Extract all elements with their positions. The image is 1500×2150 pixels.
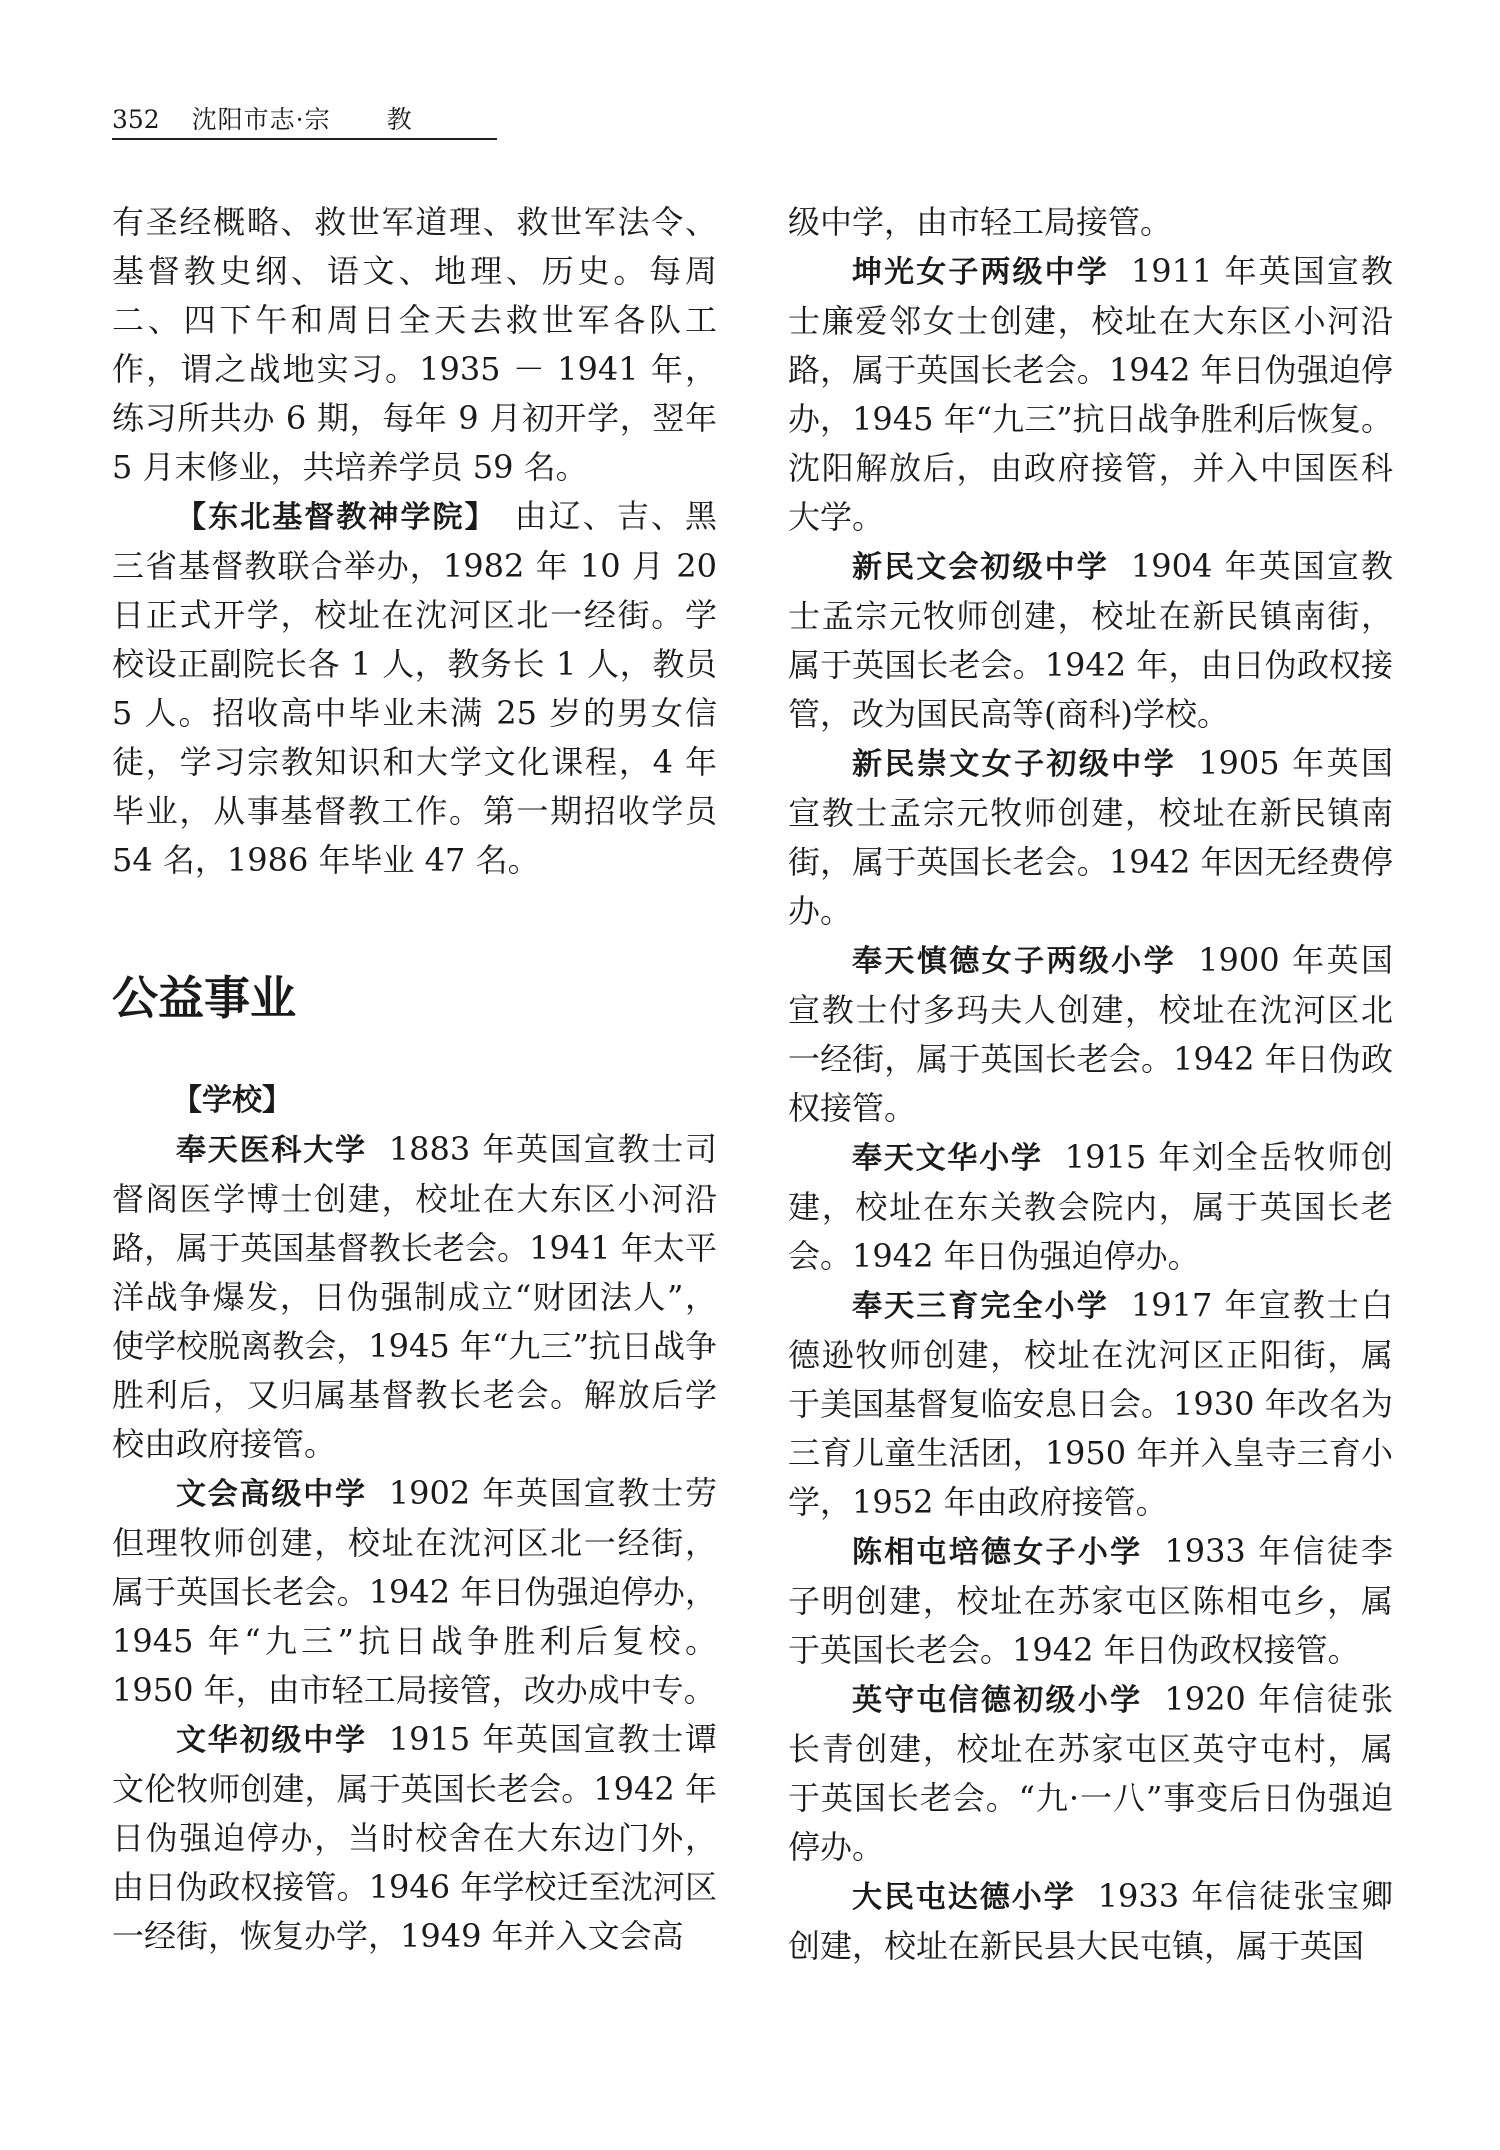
entry-heading: 文会高级中学 [176,1477,367,1512]
school-entry [788,739,1393,936]
entry-heading: 坤光女子两级中学 [852,255,1109,290]
school-entry [788,1281,1393,1527]
entry-heading: 奉天文华小学 [852,1141,1043,1176]
running-header [112,102,497,140]
entry-heading: 陈相屯培德女子小学 [852,1535,1143,1570]
school-entry [788,1527,1393,1675]
entry-text: 1900 年英国宣教士付多玛夫人创建，校址在沈河区北一经街，属于英国长老会。1942 年日伪政权接管。 [788,941,1393,1127]
entry-text: 由辽、吉、黑三省基督教联合举办，1982 年 10 月 20 日正式开学，校址在沈河区北一经街。学校设正副院长各 1 人，教务长 1 人，教员 5 人。招收高中毕业未满 25 岁的男女信徒，学习宗教知识和大学文化课程，4 年毕业，从事基督教工作。第一期招收学员 54 名，1986 年毕业 47 名。 [112,497,717,879]
school-entry [788,1133,1393,1281]
entry-heading: 奉天三育完全小学 [852,1289,1109,1324]
entry-heading: 大民屯达德小学 [852,1880,1076,1915]
school-entry [788,936,1393,1133]
left-column [112,198,717,1961]
entry-text: 1933 年信徒李子明创建，校址在苏家屯区陈相屯乡，属于英国长老会。1942 年日伪政权接管。 [788,1532,1393,1669]
entry-text: 1915 年刘全岳牧师创建，校址在东关教会院内，属于英国长老会。1942 年日伪强迫停办。 [788,1138,1393,1275]
right-column [788,198,1393,1971]
school-entry [112,1469,717,1715]
entry-heading: 英守屯信德初级小学 [852,1683,1143,1718]
book-title: 沈阳市志·宗 [191,105,331,134]
entry-heading: 文华初级中学 [176,1723,367,1758]
paragraph-seminary [112,492,717,885]
entry-heading: 奉天医科大学 [176,1133,367,1168]
entry-text: 1883 年英国宣教士司督阁医学博士创建，校址在大东区小河沿路，属于英国基督教长老会。1941 年太平洋战争爆发，日伪强制成立“财团法人”，使学校脱离教会，1945 年“九三”抗日战争胜利后，又归属基督教长老会。解放后学校由政府接管。 [112,1130,717,1463]
school-entry [788,247,1393,542]
school-entry [112,1715,717,1961]
entry-heading: 新民文会初级中学 [852,550,1109,585]
entry-text: 1904 年英国宣教士孟宗元牧师创建，校址在新民镇南街，属于英国长老会。1942 年，由日伪政权接管，改为国民高等(商科)学校。 [788,547,1393,733]
entry-text: 1911 年英国宣教士廉爱邻女士创建，校址在大东区小河沿路，属于英国长老会。1942 年日伪强迫停办，1945 年“九三”抗日战争胜利后恢复。沈阳解放后，由政府接管，并入中国医科大学。 [788,252,1393,536]
paragraph-intro: 有圣经概略、救世军道理、救世军法令、基督教史纲、语文、地理、历史。每周二、四下午和周日全天去救世军各队工作，谓之战地实习。1935 － 1941 年，练习所共办 6 期，每年 9 月初开学，翌年 5 月末修业，共培养学员 59 名。 [112,203,717,486]
subsection-heading: 【学校】 [172,1083,292,1118]
entry-heading: 新民崇文女子初级中学 [852,747,1177,782]
entry-text: 1915 年英国宣教士谭文伦牧师创建，属于英国长老会。1942 年日伪强迫停办，当时校舍在大东边门外，由日伪政权接管。1946 年学校迁至沈河区一经街，恢复办学，1949 年并入文会高 [112,1720,717,1955]
page-number: 352 [112,105,160,134]
book-title-end: 教 [386,105,412,134]
paragraph-continuation: 级中学，由市轻工局接管。 [788,203,1173,241]
entry-heading: 奉天慎德女子两级小学 [852,944,1177,979]
school-entry [788,1872,1393,1971]
entry-text: 1917 年宣教士白德逊牧师创建，校址在沈河区正阳街，属于美国基督复临安息日会。1930 年改名为三育儿童生活团，1950 年并入皇寺三育小学，1952 年由政府接管。 [788,1286,1393,1521]
school-entry [788,1675,1393,1872]
school-entry [112,1125,717,1469]
school-entry [788,542,1393,739]
entry-text: 1933 年信徒张宝卿创建，校址在新民县大民屯镇，属于英国 [788,1877,1393,1965]
entry-text: 1905 年英国宣教士孟宗元牧师创建，校址在新民镇南街，属于英国长老会。1942 年因无经费停办。 [788,744,1393,930]
entry-heading: 【东北基督教神学院】 [176,500,497,535]
section-title: 公益事业 [112,971,296,1025]
entry-text: 1902 年英国宣教士劳但理牧师创建，校址在沈河区北一经街，属于英国长老会。1942 年日伪强迫停办，1945 年“九三”抗日战争胜利后复校。1950 年，由市轻工局接管，改办成中专。 [112,1474,717,1709]
entry-text: 1920 年信徒张长青创建，校址在苏家屯区英守屯村，属于英国长老会。“九·一八”事变后日伪强迫停办。 [788,1680,1393,1866]
